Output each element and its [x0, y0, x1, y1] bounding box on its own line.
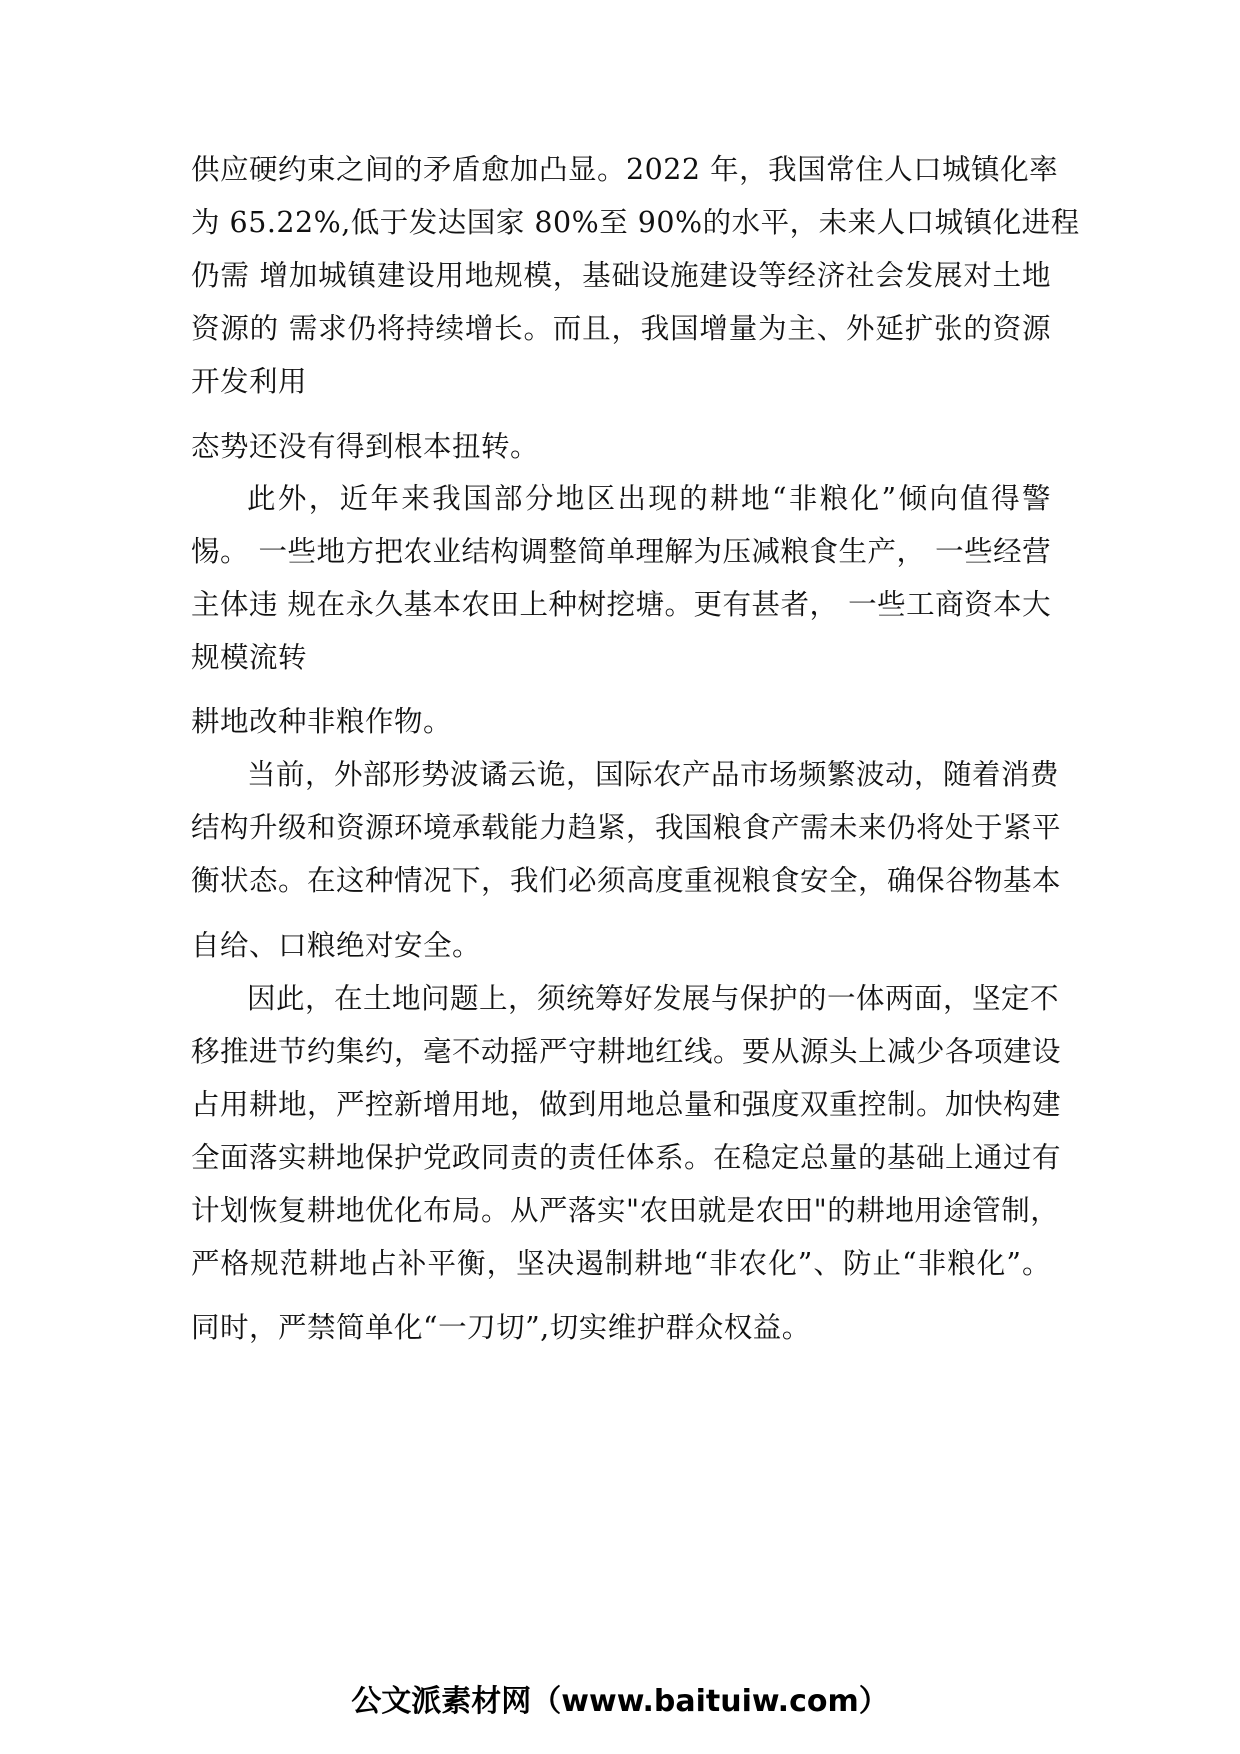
body-line: 开发利用: [191, 365, 308, 398]
paragraph-first-line: 当前，外部形势波谲云诡，国际农产品市场频繁波动，随着消费: [247, 758, 1060, 791]
body-line: 占用耕地，严控新增用地，做到用地总量和强度双重控制。加快构建: [191, 1088, 1062, 1121]
body-line: 资源的 需求仍将持续增长。而且，我国增量为主、外延扩张的资源: [191, 312, 1051, 345]
body-line: 主体违 规在永久基本农田上种树挖塘。更有甚者， 一些工商资本大: [191, 588, 1052, 621]
body-line: 移推进节约集约，毫不动摇严守耕地红线。要从源头上减少各项建设: [191, 1035, 1062, 1068]
body-line: 仍需 增加城镇建设用地规模，基础设施建设等经济社会发展对土地: [191, 259, 1051, 292]
body-line: 耕地改种非粮作物。: [191, 705, 453, 738]
body-line: 规模流转: [191, 641, 308, 674]
body-line: 同时，严禁简单化“一刀切”,切实维护群众权益。: [191, 1311, 811, 1344]
body-line: 惕。 一些地方把农业结构调整简单理解为压减粮食生产， 一些经营: [191, 535, 1052, 568]
body-line: 结构升级和资源环境承载能力趋紧，我国粮食产需未来仍将处于紧平: [191, 811, 1062, 844]
body-line: 供应硬约束之间的矛盾愈加凸显。2022 年，我国常住人口城镇化率: [191, 153, 1059, 186]
body-line: 自给、口粮绝对安全。: [191, 929, 482, 962]
body-line: 计划恢复耕地优化布局。从严落实"农田就是农田"的耕地用途管制，: [191, 1194, 1060, 1227]
body-line: 为 65.22%,低于发达国家 80%至 90%的水平，未来人口城镇化进程: [191, 206, 1080, 239]
body-line: 衡状态。在这种情况下，我们必须高度重视粮食安全，确保谷物基本: [191, 864, 1062, 897]
body-line: 态势还没有得到根本扭转。: [191, 430, 540, 463]
body-line: 严格规范耕地占补平衡，坚决遏制耕地“非农化”、防止“非粮化”。: [191, 1247, 1051, 1280]
body-line: 全面落实耕地保护党政同责的责任体系。在稳定总量的基础上通过有: [191, 1141, 1062, 1174]
footer-watermark: 公文派素材网（www.baituiw.com）: [351, 1684, 889, 1719]
paragraph-first-line: 因此，在土地问题上，须统筹好发展与保护的一体两面，坚定不: [247, 982, 1060, 1015]
paragraph-first-line: 此外，近年来我国部分地区出现的耕地“非粮化”倾向值得警: [247, 482, 1051, 515]
